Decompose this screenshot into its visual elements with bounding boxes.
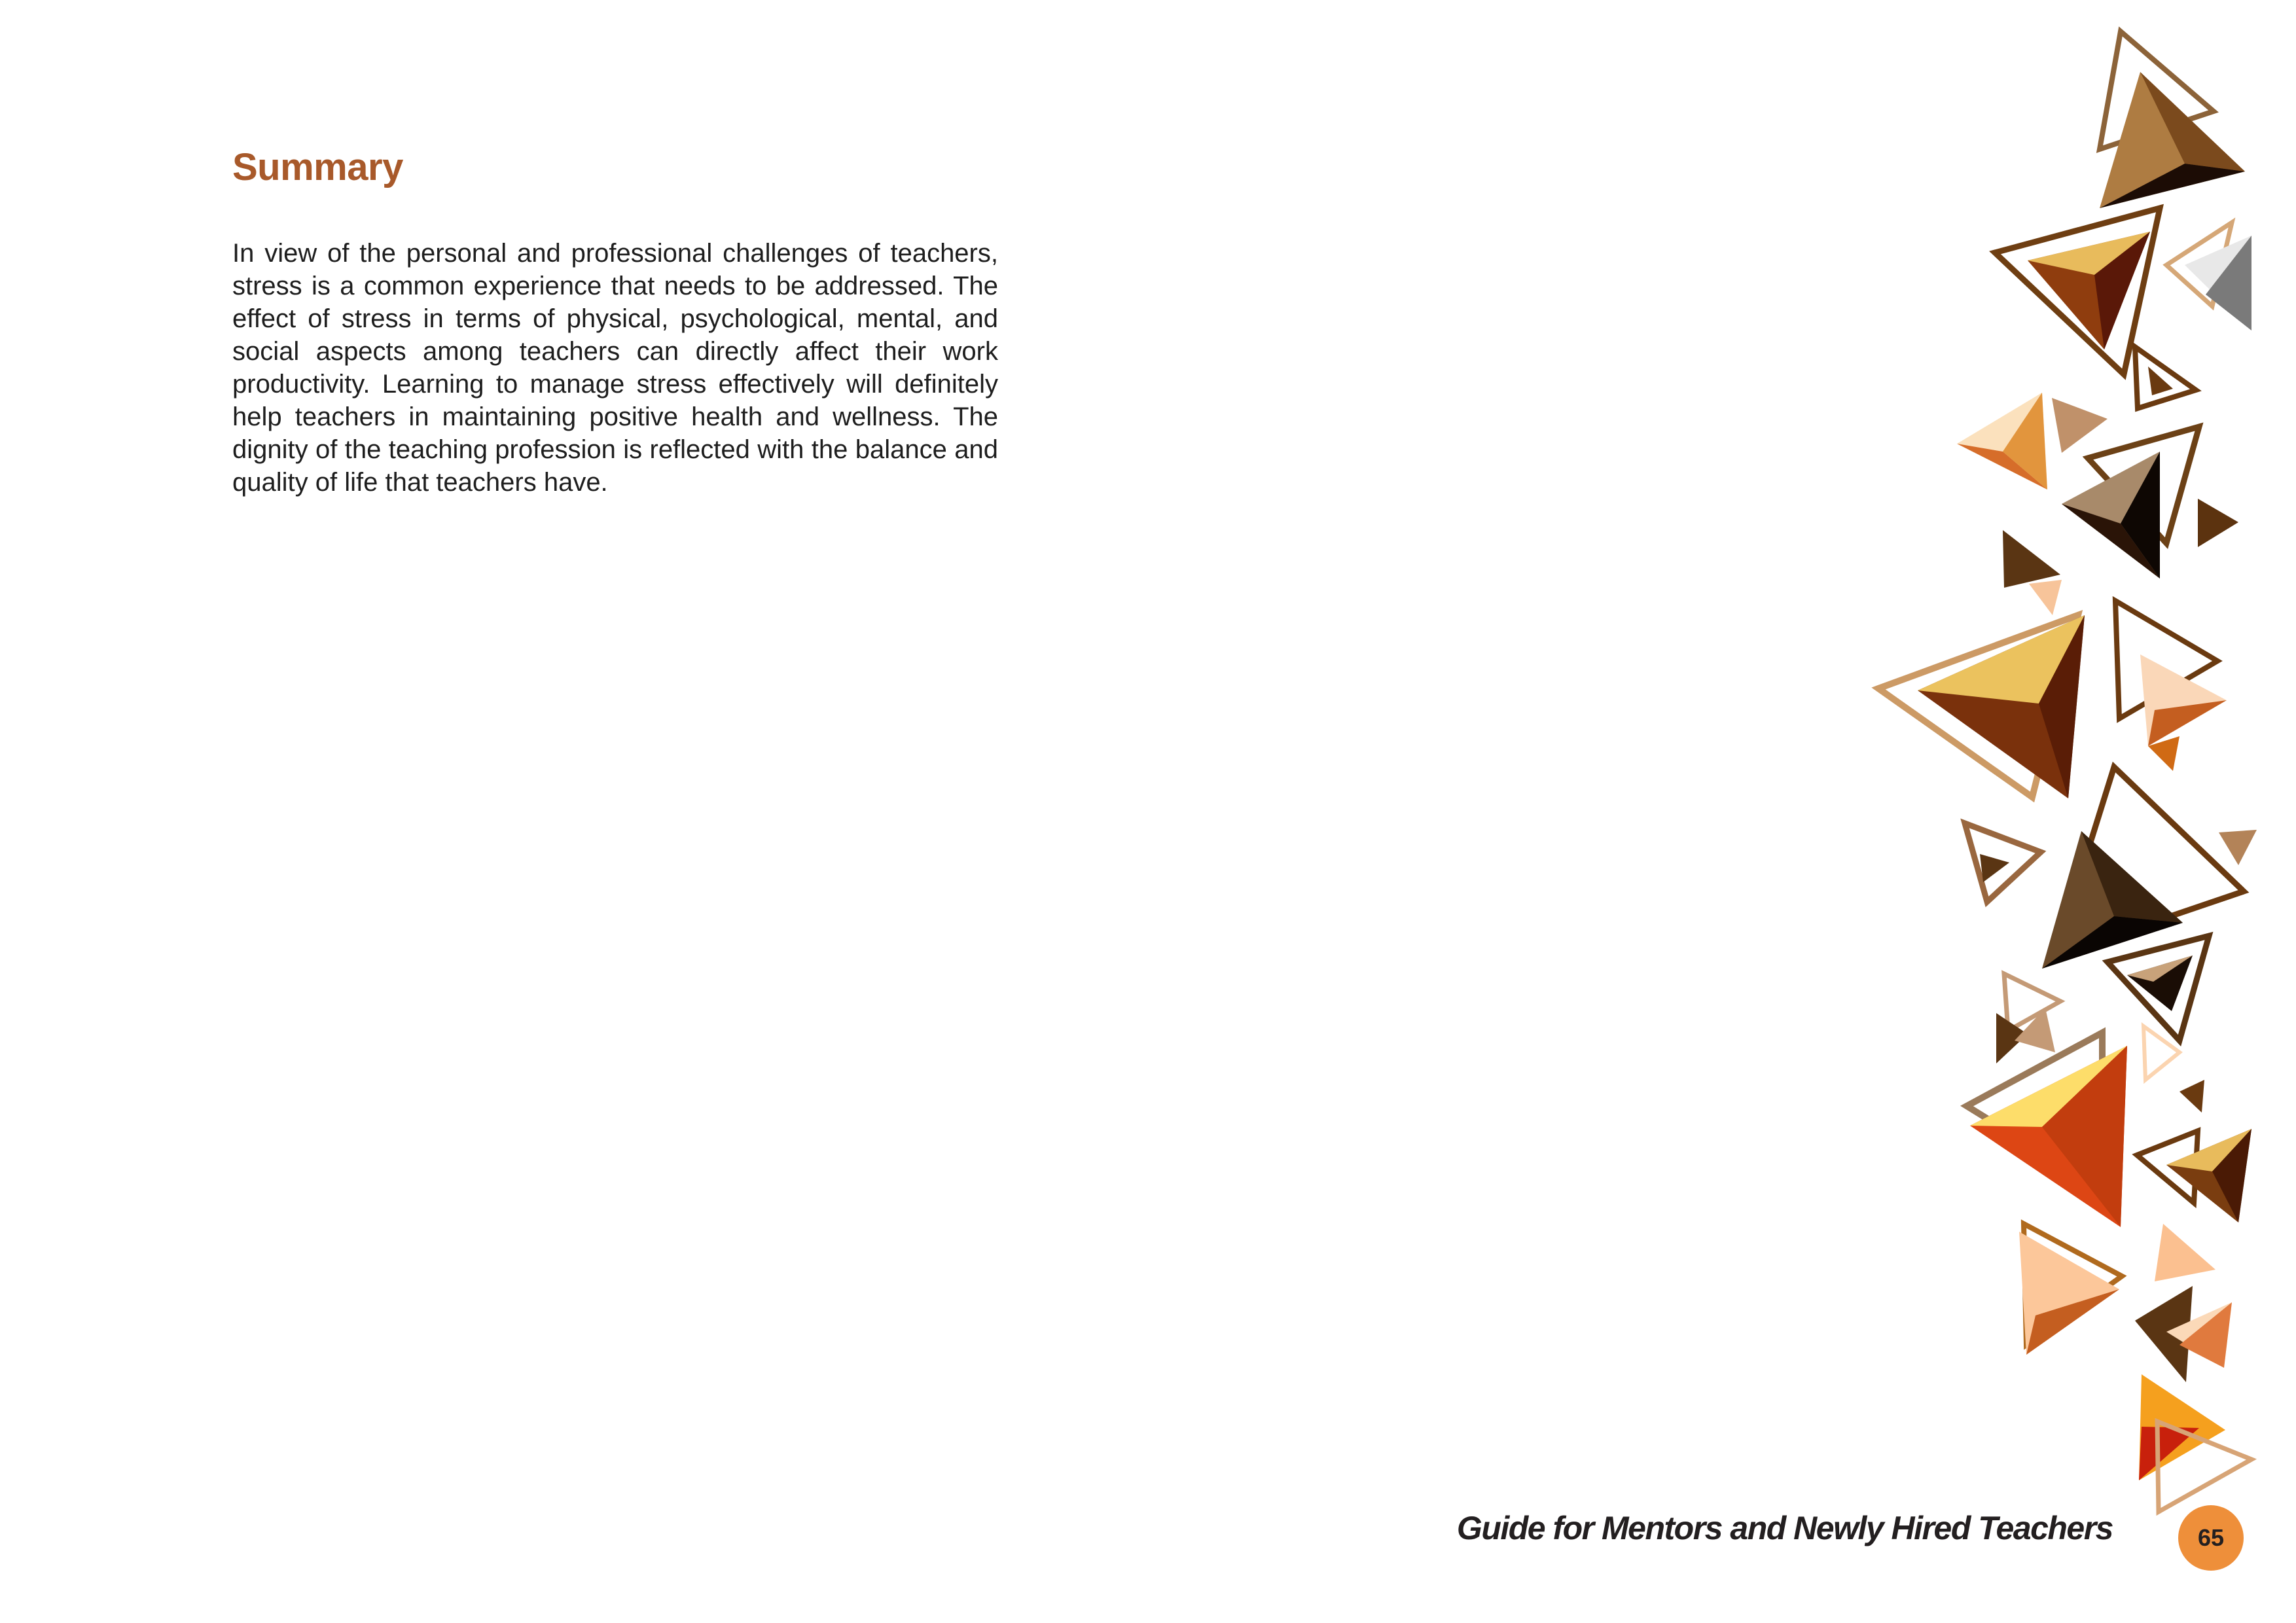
page-number-badge: 65 xyxy=(2178,1505,2244,1571)
summary-paragraph: In view of the personal and professional challenges of teachers, stress is a common experience that needs to be addressed. The effect of stress in terms of physical, psychological, mental, and social aspects among teachers can directly affect their work productivity. Learning to manage stress effectively will definitely help teachers in maintaining positive health and wellness. The dignity of the teaching profession is reflected with the balance and quality of life that teachers have. xyxy=(232,239,998,497)
section-heading: Summary xyxy=(232,146,403,188)
triangle-pattern-icon xyxy=(1833,0,2296,1623)
footer-title: Guide for Mentors and Newly Hired Teachers xyxy=(1456,1510,2113,1546)
